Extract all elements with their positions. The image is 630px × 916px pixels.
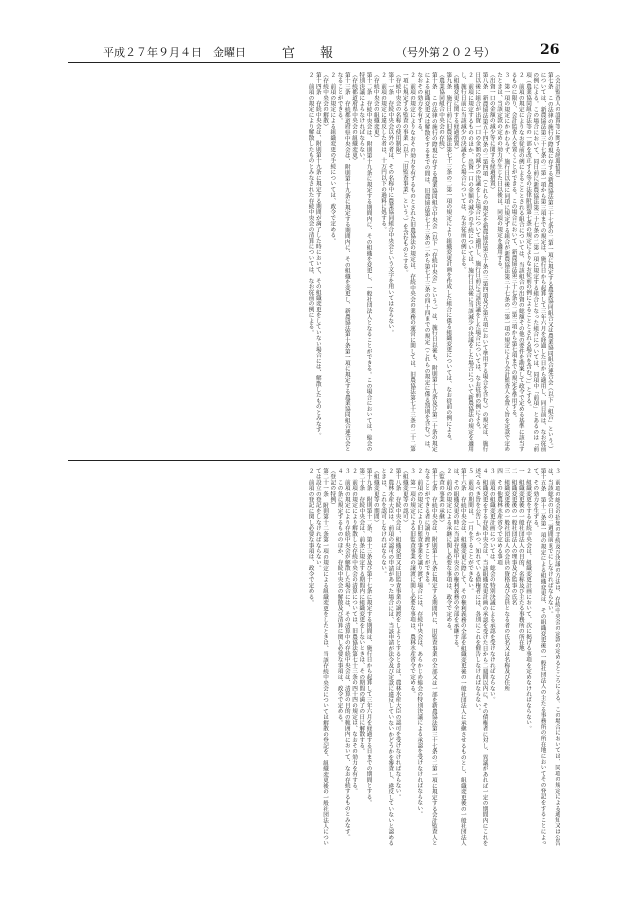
lower-tier-text: ３ 前項の総会の招集の手続及び決議の方法は、存続中央会の定款の定めるところによる。この場合においては、同項の規定による通知又は公告は、当該総会の日の二週間前までにしなければならない。 第十五条 第十二条第一項の規定による組織変更は、その組織変更後の一般社団法人の主たる事務所の所在地においてその登記をすることによって、その効力を生ずる。 ２ 組織変更をする存続中央会は、組織変更計画において、次に掲げる事項を定めなければならない。 一 組織変更後の一般社団法人の目的、名称及び主たる事務所の所在地 二 組織変更後の一般社団法人の理事及び監事の氏名 三 組織変更後の一般社団法人の会員の資格及び会員となる者の氏名又は名称及び住所 四 その他農林水産省令で定める事項 ３ 前項の組織変更計画については、総会の特別決議による承認を受けなければならない。 ４ 組織変更をする存続中央会は、当該組織変更計画の承認を受けた日から二週間以内に、その債権者に対し、異議があれば一定の期間内にこれを述べるべき旨を公告し、かつ、知れている債権者には、各別にこれを催告しなければならない。 ５ 前項の期間は、一月を下ることができない。 第十六条 存続中央会は、組織変更に際して、その権利義務の全部を組織変更後の一般社団法人に承継させるものとし、組織変更後の一般社団法人は、その組織変更の時に当該存続中央会の権利義務の全部を承継する。 ２ 前項の規定による承継に関し必要な事項は、政令で定める。 （監査の事業の承継） 第十七条 存続中央会は、附則第十九条に規定する期間内に、旧監査事業の全部又は一部を新農協法第三十七条の二第一項に規定する会計監査人となることができる者に譲り渡すことができる。 ２ 前項の規定により旧監査事業を譲り渡す場合には、存続中央会は、あらかじめ総会の特別決議による承認を受けなければならない。 ３ 第一項の規定による旧監査事業の譲渡に関し必要な事項は、農林水産省令で定める。 （組織変更等の認可） 第十八条 存続中央会は、組織変更又は旧監査事業の譲渡をしようとするときは、農林水産大臣の認可を受けなければならない。 ２ 農林水産大臣は、前項の認可の申請があった場合には、当該申請が法令及び定款に違反していないかどうかを審査し、違反していないと認めるときは、これを認可しなければならない。 （組織変更等の期間） 第十九条 附則第十二条、第十三条及び第十七条に規定する期間は、施行日から起算して三年六月を経過する日までの期間とする。 第二十条 存続中央会は、前条に規定する期間内に組織変更をしないときは、その期間の満了の日に解散する。 ２ 前項の規定により解散した存続中央会の清算については、旧農協法第七十三条の四十四の規定は、なおその効力を有する。 ３ 前項の規定により存続中央会が解散した場合には、その清算中の存続中央会は、清算の目的の範囲内において、なお存続するものとみなす。 ４ この条に規定するもののほか、存続中央会の解散及び清算に関し必要な事項は、政令で定める。 （登記の特例） 第二十一条 附則第十二条第一項の規定による組織変更をしたときは、当該存続中央会については解散の登記を、組織変更後の一般社団法人については設立の登記をしなければならない。 ２ 前項の登記に関し必要な事項は、政令で定める。 bbox=[307, 468, 560, 846]
header-rule bbox=[68, 62, 560, 63]
tier-divider bbox=[68, 460, 560, 461]
paper-name: 官 報 bbox=[282, 46, 340, 61]
page-number: 26 bbox=[540, 42, 560, 58]
issue-date: 平成２７年９月４日 金曜日 bbox=[103, 46, 246, 59]
issue-number: （号外第２０２号） bbox=[396, 46, 495, 59]
upper-tier-text: （会計監査人の設置等に関する経過措置） 第七条 この法律の施行の際現に存する新農協法第三十七条の二第一項に規定する農業協同組合又は農業協同組合連合会（以下「組合」という。）については、新農協法第三十七条の二第一項から第三項までの規定は、施行日から起算して三年六月を経過した日から適用し、同日前は、なお従前の例による。この場合において、同日前に新農協法第三十七条の二第一項に規定する組合となった組合については、同項中「前項」とあるのは「前項（農業協同組合法等の一部を改正する等の法律附則第七条の規定によりなお従前の例によることとされる場合を含む。）」とする。 ２ 前項の規定によりなお従前の例によることとされる組合については、当該組合の出資の総額その他の要件を勘案して政令で定める基準に該当するものに限り、会計監査人を置くことができる。この場合において、新農協法第三十七条の二第三項から第七項までの規定を準用する。 ３ 第一項の規定にかかわらず、施行日以後に同項に規定する組合が新農協法第三十七条の二第一項の規定により会計監査人を置く旨を定款で定めたときは、当該定款の定めの効力が生じた日以後は、同項の規定を適用する。 （出資一口の金額の減少等に関する経過措置） 第八条 新農協法第五十四条の二第四項（これらの規定を新農協法第五十条の三第四項及び第五項において準用する場合を含む。）の規定は、施行日以後に組合が出資一口の金額の減少の決議をした場合について適用し、施行日前に当該決議をした場合については、なお従前の例による。 ２ 前項に規定するもののほか、出資一口の金額の減少の手続については、施行日以後に当該減少の決議をした場合について新農協法の規定を適用し、施行日前に当該減少の決議をした場合については、なお従前の例による。 （組織変更に関する経過措置） 第九条 施行日前に旧農協法第七十三条の二第一項の規定により組織変更計画を作成した組合に係る組織変更については、なお従前の例による。 （農業協同組合中央会の存続） 第十条 この法律の施行の際現に存する農業協同組合中央会（以下「存続中央会」という。）は、施行日以後も、附則第十九条及び第二十条の規定による組織変更又は解散をするまでの間は、旧農協法第七十三条の二から第七十三条の四十四までの規定（これらの規定に係る罰則を含む。）は、なおその効力を有する。 ２ 前項の規定によりなおその効力を有するものとされた旧農協法の規定は、存続中央会の業務の運営に関しては、旧農協法第七十三条の二十二第一項に規定する監査の事業（以下「旧監査事業」という。）を含むものとする。 （存続中央会の名称の使用制限） 第十一条 存続中央会以外の者は、その名称中に農業協同組合中央会という文字を用いてはならない。 ２ 前項の規定に違反した者は、十万円以下の過料に処する。 （存続中央会の組織変更） 第十二条 存続中央会は、附則第十九条に規定する期間内に、その組織を変更し、一般社団法人となることができる。この場合においては、総会の特別決議によらなければならない。 （存続都道府県中央会の組織変更） 第十三条 存続都道府県中央会は、附則第十九条に規定する期間内に、その組織を変更し、新農協法第十条第一項に規定する農業協同組合連合会となることができる。 ２ 前項の規定による組織変更の手続については、政令で定める。 （存続中央会の解散） 第十四条 存続中央会は、附則第十九条に規定する期間が満了した時において、その組織変更をしていない場合には、解散したものとみなす。 ２ 前項の規定により解散したものとみなされた存続中央会の清算については、なお従前の例による。 bbox=[307, 72, 560, 452]
